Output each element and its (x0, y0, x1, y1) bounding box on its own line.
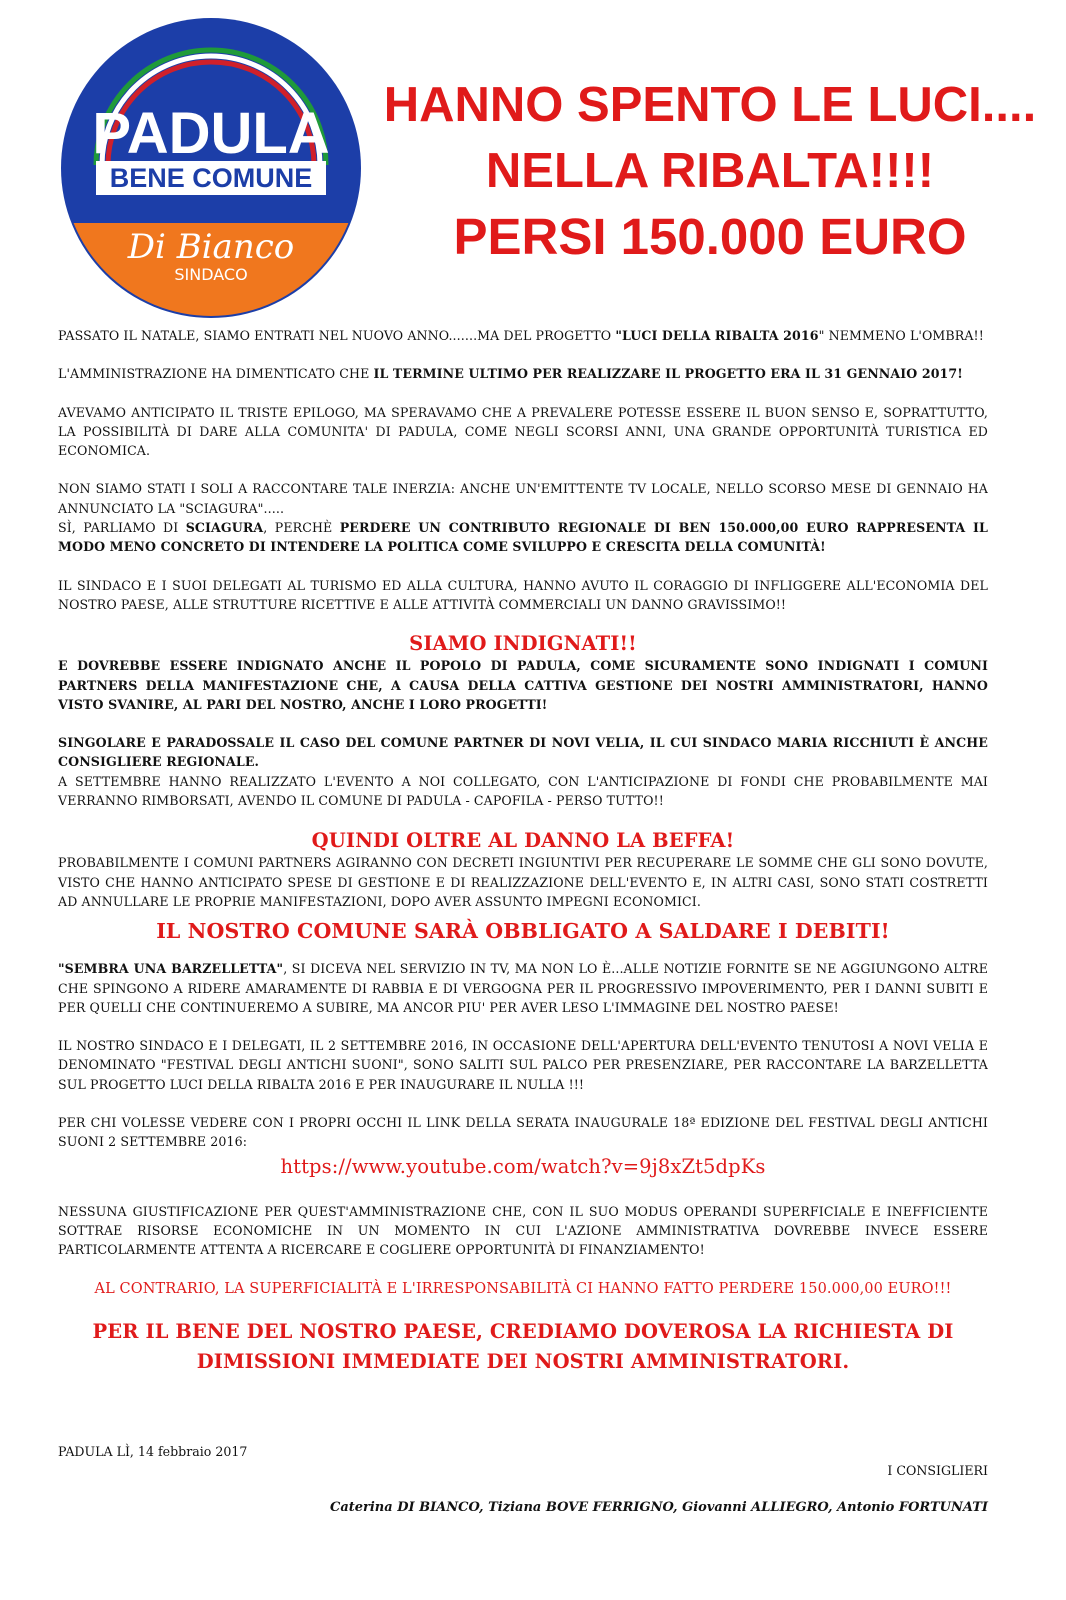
paragraph-3: AVEVAMO ANTICIPATO IL TRISTE EPILOGO, MA SPERAVAMO CHE A PREVALERE POTESSE ESSERE IL BUON SENSO E, SOPRATTUTTO, LA POSSIBILITÀ DI DARE ALLA COMUNITA' DI PADULA, COME NEGLI SCORSI ANNI, UNA GRANDE OPPORTUNITÀ TURISTICA ED ECONOMICA. (58, 404, 988, 459)
headline-line-1: HANNO SPENTO LE LUCI.... (383, 78, 1037, 132)
p5-bold-statement: PERDERE UN CONTRIBUTO REGIONALE DI BEN 150.000,00 EURO RAPPRESENTA IL MODO MENO CONCRETO DI INTENDERE LA POLITICA COME SVILUPPO E CRESCITA DELLA COMUNITÀ! (58, 520, 988, 555)
heading-siamo-indignati: SIAMO INDIGNATI!! (409, 632, 637, 656)
logo-candidate: Di Bianco (127, 227, 295, 267)
paragraph-1 (58, 326, 988, 345)
heading-saldare-debiti: IL NOSTRO COMUNE SARÀ OBBLIGATO A SALDARE I DEBITI! (156, 919, 890, 944)
paragraph-10: PROBABILMENTE I COMUNI PARTNERS AGIRANNO CON DECRETI INGIUNTIVI PER RECUPERARE LE SOMME CHE GLI SONO DOVUTE, VISTO CHE HANNO ANTICIPATO SPESE DI GESTIONE E DI REALIZZAZIONE DELL'EVENTO E, IN ALTRI CASI, SONO STATI COSTRETTI AD ANNULLARE LE PROPRIE MANIFESTAZIONI, DOPO AVER ASSUNTO IMPEGNI ECONOMICI. (58, 855, 988, 909)
logo-role: SINDACO (174, 265, 248, 284)
logo-title: PADULA (92, 101, 330, 166)
paragraph-2 (58, 364, 988, 383)
headline-line-2: NELLA RIBALTA!!!! (485, 144, 935, 198)
youtube-link[interactable]: https://www.youtube.com/watch?v=9j8xZt5dpKs (280, 1154, 766, 1178)
p5-text-mid: , PERCHÈ (263, 520, 340, 536)
paragraph-7: E DOVREBBE ESSERE INDIGNATO ANCHE IL POPOLO DI PADULA, COME SICURAMENTE SONO INDIGNATI I COMUNI PARTNERS DELLA MANIFESTAZIONE CHE, A CAUSA DELLA CATTIVA GESTIONE DEI NOSTRI AMMINISTRATORI, HANNO VISTO SVANIRE, AL PARI DEL NOSTRO, ANCHE I LORO PROGETTI! (58, 658, 988, 712)
paragraph-6: IL SINDACO E I SUOI DELEGATI AL TURISMO ED ALLA CULTURA, HANNO AVUTO IL CORAGGIO DI INFLIGGERE ALL'ECONOMIA DEL NOSTRO PAESE, ALLE STRUTTURE RICETTIVE E ALLE ATTIVITÀ COMMERCIALI UN DANNO GRAVISSIMO!! (58, 577, 988, 612)
p2-text: L'AMMINISTRAZIONE HA DIMENTICATO CHE (58, 366, 374, 382)
heading-oltre-al-danno: QUINDI OLTRE AL DANNO LA BEFFA! (311, 829, 735, 853)
paragraph-8: SINGOLARE E PARADOSSALE IL CASO DEL COMUNE PARTNER DI NOVI VELIA, IL CUI SINDACO MARIA RICCHIUTI È ANCHE CONSIGLIERE REGIONALE. (58, 735, 988, 770)
headline-line-3: PERSI 150.000 EURO (453, 208, 967, 265)
red-statement: AL CONTRARIO, LA SUPERFICIALITÀ E L'IRRESPONSABILITÀ CI HANNO FATTO PERDERE 150.000,00 EURO!!! (94, 1280, 952, 1297)
logo-subtitle: BENE COMUNE (109, 163, 313, 193)
p5-text: SÌ, PARLIAMO DI (58, 520, 186, 536)
final-demand-line-2: DIMISSIONI IMMEDIATE DEI NOSTRI AMMINISTRATORI. (196, 1349, 850, 1373)
headline (360, 72, 1060, 270)
p1-project-name: "LUCI DELLA RIBALTA 2016 (615, 328, 819, 343)
p5-sciagura: SCIAGURA (185, 520, 264, 536)
paragraph-11 (58, 959, 988, 1017)
paragraph-9: A SETTEMBRE HANNO REALIZZATO L'EVENTO A NOI COLLEGATO, CON L'ANTICIPAZIONE DI FONDI CHE PROBABILMENTE MAI VERRANNO RIMBORSATI, AVENDO IL COMUNE DI PADULA - CAPOFILA - PERSO TUTTO!! (58, 773, 988, 809)
paragraph-13: PER CHI VOLESSE VEDERE CON I PROPRI OCCHI IL LINK DELLA SERATA INAUGURALE 18ª EDIZIONE DEL FESTIVAL DEGLI ANTICHI SUONI 2 SETTEMBRE 2016: (58, 1115, 988, 1150)
document-date: PADULA LÌ, 14 febbraio 2017 (58, 1444, 248, 1459)
p11-text: , SI DICEVA NEL SERVIZIO IN TV, MA NON LO È...ALLE NOTIZIE FORNITE SE NE AGGIUNGONO ALTRE CHE SPINGONO A RIDERE AMARAMENTE DI RABBIA E DI VERGOGNA PER IL PROGRESSIVO IMPOVERIMENTO, PER I DANNI SUBITI E PER QUELLI CHE CONTINUEREMO A SUBIRE, MA ANCOR PIU' PER AVER LESO L'IMMAGINE DEL NOSTRO PAESE! (58, 961, 989, 1015)
p1-text-end: " NEMMENO L'OMBRA!! (818, 328, 984, 343)
p1-text: PASSATO IL NATALE, SIAMO ENTRATI NEL NUOVO ANNO.......MA DEL PROGETTO (58, 328, 616, 343)
final-demand-line-1: PER IL BENE DEL NOSTRO PAESE, CREDIAMO DOVEROSA LA RICHIESTA DI (92, 1319, 954, 1343)
signers-list: Caterina DI BIANCO, Tiziana BOVE FERRIGNO, Giovanni ALLIEGRO, Antonio FORTUNATI (329, 1500, 988, 1515)
paragraph-14: NESSUNA GIUSTIFICAZIONE PER QUEST'AMMINISTRAZIONE CHE, CON IL SUO MODUS OPERANDI SUPERFICIALE E INEFFICIENTE SOTTRAE RISORSE ECONOMICHE IN UN MOMENTO IN CUI L'AZIONE AMMINISTRATIVA DOVREBBE INVECE ESSERE PARTICOLARMENTE ATTENTA A RICERCARE E COGLIERE OPPORTUNITÀ DI FINANZIAMENTO! (58, 1203, 988, 1258)
paragraph-12: IL NOSTRO SINDACO E I DELEGATI, IL 2 SETTEMBRE 2016, IN OCCASIONE DELL'APERTURA DELL'EVENTO TENUTOSI A NOVI VELIA E DENOMINATO "FESTIVAL DEGLI ANTICHI SUONI", SONO SALITI SUL PALCO PER PRESENZIARE, PER RACCONTARE LA BARZELLETTA SUL PROGETTO LUCI DELLA RIBALTA 2016 E PER INAUGURARE IL NULLA !!! (58, 1038, 988, 1092)
p2-deadline: IL TERMINE ULTIMO PER REALIZZARE IL PROGETTO ERA IL 31 GENNAIO 2017! (373, 366, 963, 382)
party-logo (58, 15, 364, 321)
paragraph-4: NON SIAMO STATI I SOLI A RACCONTARE TALE INERZIA: ANCHE UN'EMITTENTE TV LOCALE, NELLO SCORSO MESE DI GENNAIO HA ANNUNCIATO LA "SCIAGURA"..... (58, 481, 988, 516)
paragraph-5 (58, 518, 988, 557)
p11-quote: "SEMBRA UNA BARZELLETTA" (58, 961, 284, 977)
article-body (58, 326, 988, 1377)
signature-heading: I CONSIGLIERI (887, 1463, 988, 1478)
party-logo-emblem (58, 15, 364, 321)
